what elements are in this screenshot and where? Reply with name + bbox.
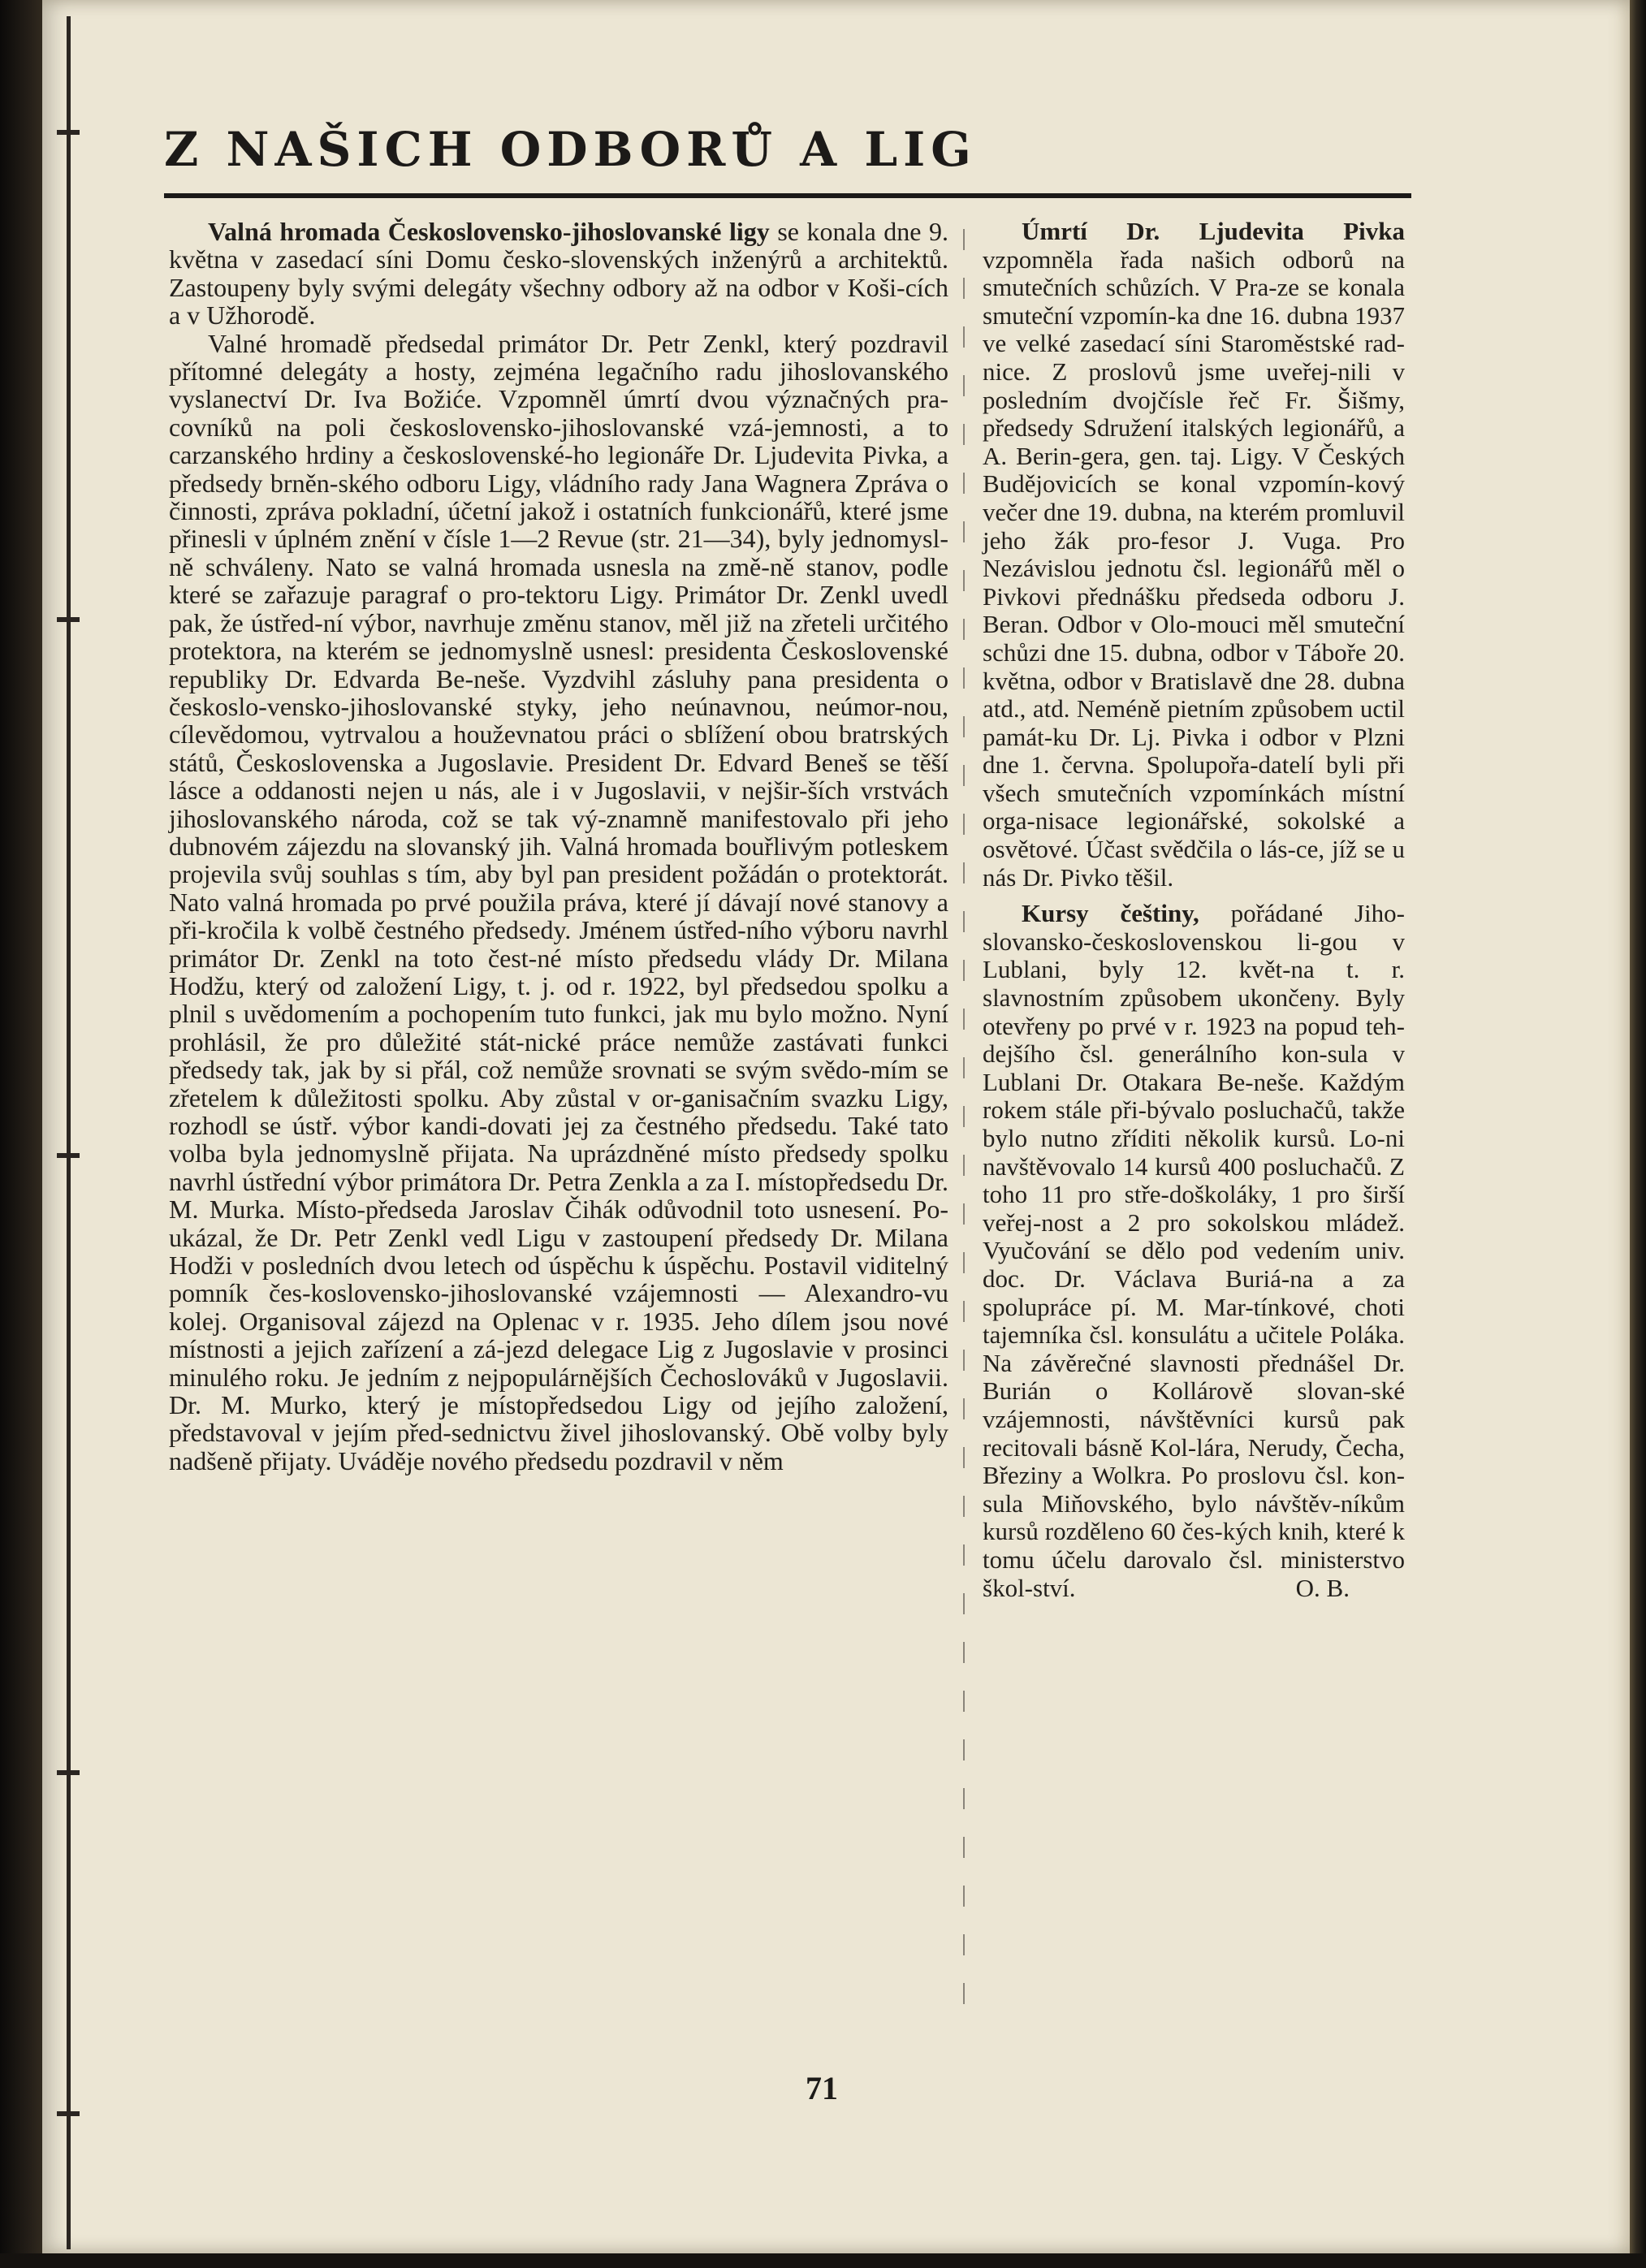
article-heading: Úmrtí Dr. Ljudevita Pivka: [1022, 217, 1405, 245]
binding-tick: [57, 1770, 80, 1775]
page-number: 71: [806, 2070, 838, 2106]
article-text: vzpomněla řada našich odborů na smutečních schůzích. V Pra-ze se konala smuteční vzpomín-ka dne 16. dubna 1937 ve velké zasedací síni Staroměstské rad-nice. Z proslovů jsme uveřej-nili v posledním dvojčísle řeč Fr. Šišmy, předsedy Sdružení italských legionářů, a A. Berin-gera, gen. taj. Ligy. V Českých Budějovicích se konal vzpomín-kový večer dne 19. dubna, na kterém promluvil jeho žák pro-fesor J. Vuga. Pro Nezávislou jednotu čsl. legionářů měl o Pivkovi přednášku předseda odboru J. Beran. Odbor v Olo-mouci měl smuteční schůzi dne 15. dubna, odbor v Táboře 20. května, odbor v Bratislavě dne 28. dubna atd., atd. Neméně pietním způsobem uctil památ-ku Dr. Lj. Pivka i odbor v Plzni dne 1. června. Spolupořa-datelí byli při všech smutečních vzpomínkách místní orga-nisace legionářské, sokolské a osvětové. Účast svědčila o lás-ce, jíž se u nás Dr. Pivko těšil.: [983, 244, 1406, 892]
left-column: [169, 218, 948, 1475]
binding-tick: [57, 2111, 80, 2116]
binding-tick: [57, 1153, 80, 1158]
page-title: Z NAŠICH ODBORŮ A LIG: [164, 122, 977, 177]
title-rule: [164, 193, 1411, 198]
binding-tick: [57, 617, 80, 622]
author-signature: O. B.: [1295, 1573, 1350, 1602]
article-text: pořádané Jiho-slovansko-československou li-gou v Lublani, byly 12. květ-na t. r. slavnostním způsobem ukončeny. Byly otevřeny po prvé v r. 1923 na popud teh-dejšího čsl. generálního kon-sula v Lublani Dr. Otakara Be-neše. Každým rokem stále při-bývalo posluchačů, takže bylo nutno zříditi několik kursů. Lo-ni navštěvovalo 14 kursů 400 posluchačů. Z toho 11 pro stře-doškoláky, 1 pro širší veřej-nost a 2 pro sokolskou mládež. Vyučování se dělo pod vedením univ. doc. Dr. Václava Buriá-na a za spolupráce pí. M. Mar-tínkové, choti tajemníka čsl. konsulátu a učitele Poláka. Na závěrečné slavnosti přednášel Dr. Burián o Kollárově slovan-ské vzájemnosti, návštěvníci kursů pak recitovali básně Kol-lára, Nerudy, Čecha, Březiny a Wolkra. Po proslovu čsl. kon-sula Miňovského, bylo návštěv-níkům kursů rozděleno 60 čes-kých knih, které k tomu účelu darovalo čsl. ministerstvo škol-ství.: [983, 899, 1405, 1602]
article-kursy-cestiny: [983, 900, 1405, 1602]
article-umrti-pivka: [983, 218, 1405, 892]
article-heading: Valná hromada Československo-jihoslovanské ligy: [208, 217, 770, 246]
binding-rule: [67, 16, 71, 2249]
right-column: [983, 218, 1405, 1602]
article-heading: Kursy češtiny,: [1022, 899, 1199, 928]
binding-tick: [57, 130, 80, 135]
column-divider: [963, 229, 965, 2007]
article-paragraph: Valné hromadě předsedal primátor Dr. Petr Zenkl, který pozdravil přítomné delegáty a hosty, zejména legačního radu jihoslovanského vyslanectví Dr. Iva Božiće. Vzpomněl úmrtí dvou význačných pra-covníků na poli československo-jihoslovanské vzá-jemnosti, a to carzanského hrdiny a československé-ho legionáře Dr. Ljudevita Pivka, a předsedy brněn-ského odboru Ligy, vládního rady Jana Wagnera Zpráva o činnosti, zpráva pokladní, účetní jakož i ostatních funkcionářů, které jsme přinesli v úplném znění v čísle 1—2 Revue (str. 21—34), byly jednomysl-ně schváleny. Nato se valná hromada usnesla na změ-ně stanov, podle které se zařazuje paragraf o pro-tektoru Ligy. Primátor Dr. Zenkl uvedl pak, že ústřed-ní výbor, navrhuje změnu stanov, měl již na zřeteli určitého protektora, na kterém se jednomyslně usnesl: presidenta Československé republiky Dr. Edvarda Be-neše. Vyzdvihl zásluhy pana presidenta o českoslo-vensko-jihoslovanské styky, jeho neúnavnou, neúmor-nou, cílevědomou, vytrvalou a houževnatou práci o sblížení obou bratrských států, Československa a Jugoslavie. President Dr. Edvard Beneš se těší lásce a oddanosti nejen u nás, ale i v Jugoslavii, v nejšir-ších vrstvách jihoslovanského národa, což se tak vý-znamně manifestovalo při jeho dubnovém zájezdu na slovanský jih. Valná hromada bouřlivým potleskem projevila svůj souhlas s tím, aby byl pan president požádán o protektorát. Nato valná hromada po prvé použila práva, které jí dávají nové stanovy a při-kročila k volbě čestného předsedy. Jménem ústřed-ního výboru navrhl primátor Dr. Zenkl na toto čest-né místo předsedu vlády Dr. Milana Hodžu, který od založení Ligy, t. j. od r. 1922, byl předsedou spolku a plnil s uvědomením a pochopením tuto funkci, jak mu bylo možno. Nyní prohlásil, že pro důležité stát-nické práce nemůže zastávati funkci předsedy tak, jak by si přál, což nemůže srovnati se svým svědo-mím se zřetelem k důležitosti spolku. Aby zůstal v or-ganisačním svazku Ligy, rozhodl se ústř. výbor kandi-dovati jej za čestného předsedu. Také tato volba byla jednomyslně přijata. Na uprázdněné místo předsedy spolku navrhl ústřední výbor primátora Dr. Petra Zenkla a za I. místopředsedu Dr. M. Murka. Místo-předseda Jaroslav Čihák odůvodnil toto usnesení. Po-ukázal, že Dr. Petr Zenkl vedl Ligu v zastoupení předsedy Dr. Milana Hodži v posledních dvou letech od úspěchu k úspěchu. Postavil viditelný pomník čes-koslovensko-jihoslovanské vzájemnosti — Alexandro-vu kolej. Organisoval zájezd na Oplenac v r. 1935. Jeho dílem jsou nové místnosti a jejich zařízení a zá-jezd delegace Lig z Jugoslavie v prosinci minulého roku. Je jedním z nejpopulárnějších Čechoslováků v Jugoslavii. Dr. M. Murko, který je místopředsedou Ligy od jejího založení, představoval v jejím před-sednictvu živel jihoslovanský. Obě volby byly nadšeně přijaty. Uváděje nového předsedu pozdravil v něm: [169, 328, 948, 1475]
article-text: se konala dne 9. května v zasedací síni Domu česko-slovenských inženýrů a architektů. Zastoupeny byly svými delegáty všechny odbory až na odbor v Koši-cích a v Užhorodě.: [169, 217, 949, 330]
scan-edge-bottom: [0, 2253, 1646, 2268]
article-valna-hromada: [169, 218, 948, 330]
